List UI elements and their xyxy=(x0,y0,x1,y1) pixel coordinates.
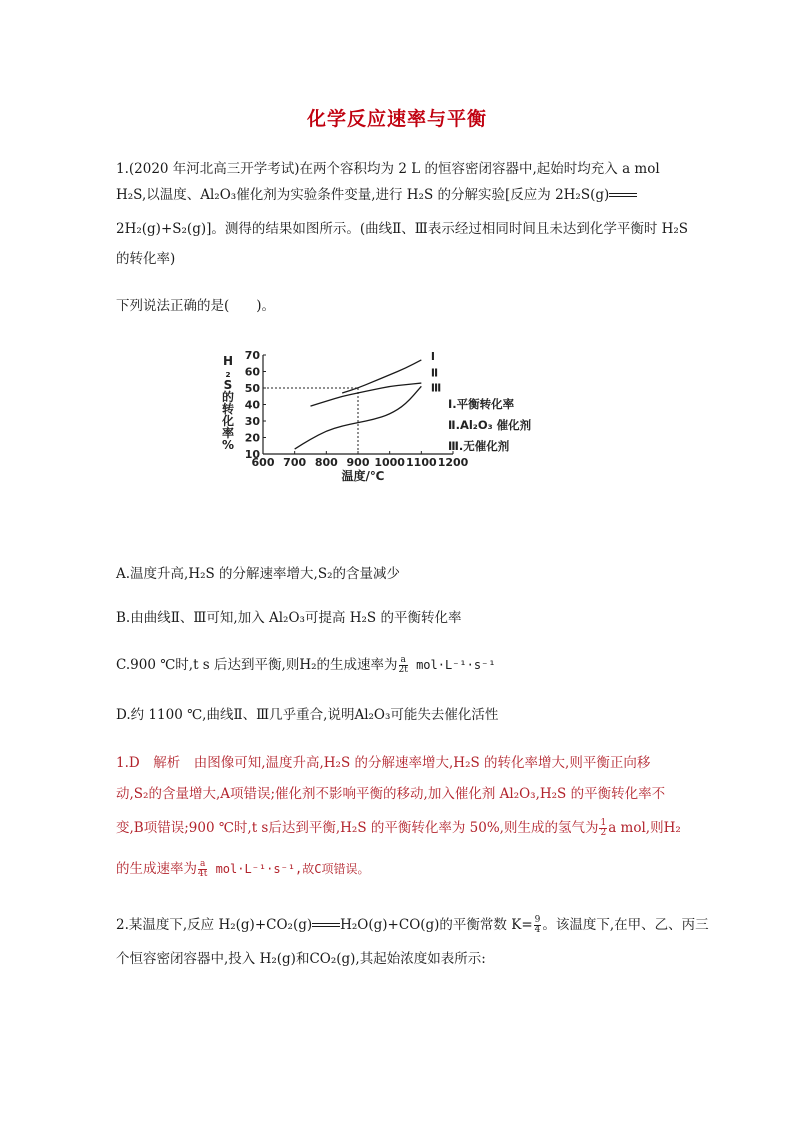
q2-line-1-pre: 2.某温度下,反应 H₂(g)+CO₂(g) xyxy=(116,917,313,933)
curve-label: Ⅰ xyxy=(430,349,435,363)
chart-svg xyxy=(210,345,560,485)
answer-line-3-den: 2 xyxy=(600,828,607,838)
q2-den: 4 xyxy=(534,925,541,935)
option-c-pre: C.900 ℃时,t s 后达到平衡,则H₂的生成速率为 xyxy=(116,657,398,673)
q1-line-3: 2H₂(g)+S₂(g)]。测得的结果如图所示。(曲线Ⅱ、Ⅲ表示经过相同时间且未达到化学平衡时 H₂S xyxy=(116,221,689,237)
answer-line-4-den: 4t xyxy=(198,869,208,879)
y-tick-label: 60 xyxy=(244,365,260,379)
answer-line-3-fraction xyxy=(599,819,607,838)
x-tick-label: 1100 xyxy=(406,456,437,469)
x-axis-label: 温度/℃ xyxy=(341,469,385,483)
curve-label: Ⅲ xyxy=(430,381,442,395)
option-a: A.温度升高,H₂S 的分解速率增大,S₂的含量减少 xyxy=(116,566,401,582)
legend-item: Ⅱ.Al₂O₃ 催化剂 xyxy=(448,418,532,432)
q2-line-1-mid: H₂O(g)+CO(g)的平衡常数 K= xyxy=(340,917,533,933)
page-title: 化学反应速率与平衡 xyxy=(306,108,487,130)
q1-line-1: 1.(2020 年河北高三开学考试)在两个容积均为 2 L 的恒容密闭容器中,起始时均充入 a mol xyxy=(116,161,660,177)
series-line-2 xyxy=(311,383,422,406)
option-c-post: mol·L⁻¹·s⁻¹ xyxy=(408,658,496,672)
answer-line-3-num: 1 xyxy=(600,818,607,828)
equilibrium-arrow-icon xyxy=(609,192,637,199)
answer-line-4 xyxy=(116,860,370,879)
q2-line-2: 个恒容密闭容器中,投入 H₂(g)和CO₂(g),其起始浓度如表所示: xyxy=(116,951,486,967)
answer-line-1: 1.D 解析 由图像可知,温度升高,H₂S 的分解速率增大,H₂S 的转化率增大,则平衡正向移 xyxy=(116,755,651,771)
y-tick-label: 50 xyxy=(244,382,260,395)
x-tick-label: 1200 xyxy=(437,456,469,469)
y-tick-label: 70 xyxy=(244,349,260,362)
x-tick-label: 800 xyxy=(314,456,338,469)
answer-line-2: 动,S₂的含量增大,A项错误;催化剂不影响平衡的移动,加入催化剂 Al₂O₃,H₂S 的平衡转化率不 xyxy=(116,786,666,802)
conversion-chart xyxy=(210,345,560,485)
q2-line-1-post: 。该温度下,在甲、乙、丙三 xyxy=(542,917,709,933)
option-d: D.约 1100 ℃,曲线Ⅱ、Ⅲ几乎重合,说明Al₂O₃可能失去催化活性 xyxy=(116,707,499,723)
q1-line-2-text: H₂S,以温度、Al₂O₃催化剂为实验条件变量,进行 H₂S 的分解实验[反应为 2H₂S(g) xyxy=(116,187,610,203)
legend-item: Ⅲ.无催化剂 xyxy=(448,439,510,453)
answer-line-3-pre: 变,B项错误;900 ℃时,t s后达到平衡,H₂S 的平衡转化率为 50%,则生成的氢气为 xyxy=(116,820,599,836)
y-tick-label: 30 xyxy=(244,415,260,428)
curve-label: Ⅱ xyxy=(430,366,439,380)
equilibrium-arrow-icon xyxy=(312,922,340,929)
answer-line-4-post: mol·L⁻¹·s⁻¹,故C项错误。 xyxy=(208,862,370,876)
q1-prompt: 下列说法正确的是( )。 xyxy=(116,298,276,314)
x-tick-label: 900 xyxy=(346,456,370,469)
q2-num: 9 xyxy=(534,915,541,925)
x-tick-label: 600 xyxy=(251,456,275,469)
y-tick-label: 20 xyxy=(244,431,260,445)
answer-line-4-num: a xyxy=(199,859,206,869)
option-c-den: 2t xyxy=(398,665,408,675)
option-b: B.由曲线Ⅱ、Ⅲ可知,加入 Al₂O₃可提高 H₂S 的平衡转化率 xyxy=(116,610,462,626)
answer-line-4-fraction xyxy=(198,860,207,879)
x-tick-label: 700 xyxy=(283,456,307,469)
q2-line-1 xyxy=(116,916,709,935)
y-tick-label: 40 xyxy=(244,398,260,412)
option-c-fraction xyxy=(399,656,408,675)
option-c-num: a xyxy=(400,655,406,665)
y-tick-label: 10 xyxy=(244,448,260,461)
answer-line-4-pre: 的生成速率为 xyxy=(116,861,197,877)
answer-line-3 xyxy=(116,819,681,838)
q1-line-2 xyxy=(116,186,637,204)
legend-item: Ⅰ.平衡转化率 xyxy=(448,397,515,411)
x-tick-label: 1000 xyxy=(374,456,405,469)
option-c xyxy=(116,656,496,675)
q1-line-4: 的转化率) xyxy=(116,251,176,267)
answer-line-3-post: a mol,则H₂ xyxy=(608,820,681,836)
y-axis-label: H ₂ S 的转化率% xyxy=(221,354,235,452)
q2-fraction xyxy=(534,916,542,935)
